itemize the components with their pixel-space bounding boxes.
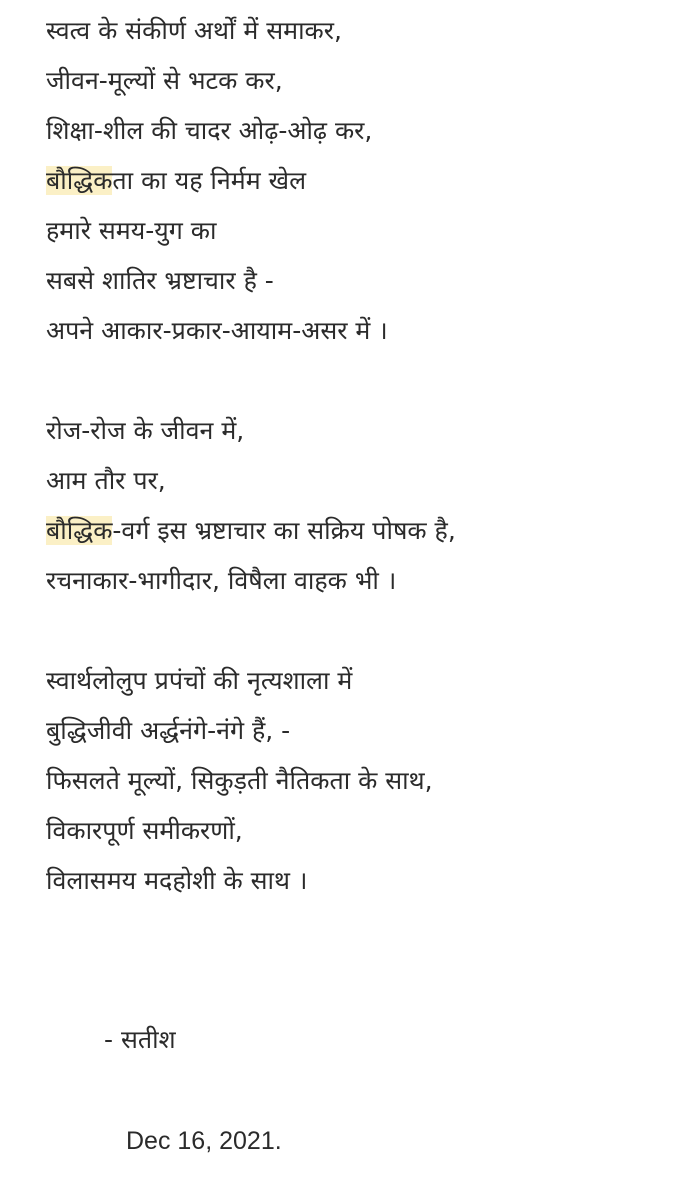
poem: [46, 6, 686, 906]
poem-line: बुद्धिजीवी अर्द्धनंगे-नंगे हैं, -: [46, 716, 291, 745]
poem-line: हमारे समय-युग का: [46, 216, 217, 245]
poem-line: आम तौर पर,: [46, 466, 166, 495]
author-signature: - सतीश: [104, 1025, 176, 1054]
highlighted-word[interactable]: बौद्धिक: [46, 516, 113, 545]
poem-line: शिक्षा-शील की चादर ओढ़-ओढ़ कर,: [46, 116, 373, 145]
stanza-3: [46, 656, 686, 906]
stanza-gap: [46, 356, 686, 406]
stanza-1: [46, 6, 686, 356]
poem-line-highlighted: [46, 506, 686, 556]
poem-date: Dec 16, 2021.: [126, 1127, 282, 1155]
poem-line: जीवन-मूल्यों से भटक कर,: [46, 66, 283, 95]
poem-line-highlighted: [46, 156, 686, 206]
line-remainder: -वर्ग इस भ्रष्टाचार का सक्रिय पोषक है,: [112, 516, 456, 545]
stanza-gap: [46, 606, 686, 656]
stanza-2: [46, 406, 686, 606]
poem-line: रोज-रोज के जीवन में,: [46, 416, 245, 445]
poem-line: स्वत्व के संकीर्ण अर्थों में समाकर,: [46, 16, 342, 45]
poem-line: रचनाकार-भागीदार, विषैला वाहक भी ।: [46, 566, 397, 595]
highlighted-word[interactable]: बौद्धिक: [46, 166, 113, 195]
poem-line: विकारपूर्ण समीकरणों,: [46, 816, 243, 845]
poem-line: विलासमय मदहोशी के साथ ।: [46, 866, 308, 895]
line-remainder: ता का यह निर्मम खेल: [112, 166, 307, 195]
poem-line: सबसे शातिर भ्रष्टाचार है -: [46, 266, 274, 295]
poem-line: फिसलते मूल्यों, सिकुड़ती नैतिकता के साथ,: [46, 766, 433, 795]
poem-line: स्वार्थलोलुप प्रपंचों की नृत्यशाला में: [46, 666, 353, 695]
poem-line: अपने आकार-प्रकार-आयाम-असर में ।: [46, 316, 388, 345]
